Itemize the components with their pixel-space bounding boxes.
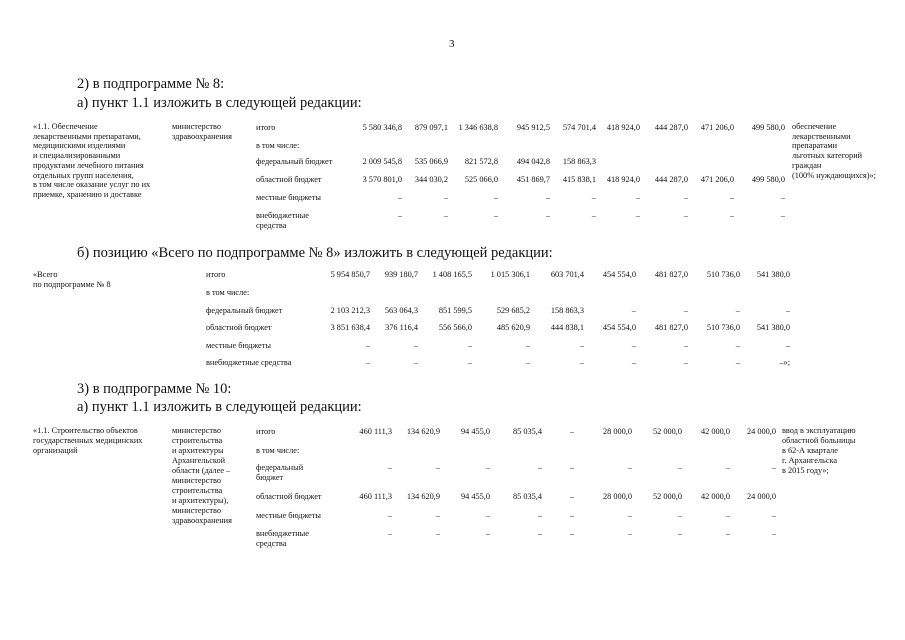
funding-value: 945 912,5 — [516, 123, 550, 132]
item-description: «1.1. Обеспечение — [33, 122, 98, 131]
funding-value: 541 380,0 — [756, 270, 790, 279]
funding-value: 556 566,0 — [438, 323, 472, 332]
funding-value: – — [631, 341, 636, 350]
funding-value: – — [591, 211, 596, 220]
funding-value: – — [545, 193, 550, 202]
funding-value: – — [493, 193, 498, 202]
item-description: отдельных групп населения, — [33, 170, 134, 180]
funding-value: 134 620,9 — [406, 427, 440, 436]
funding-value: 851 599,5 — [438, 306, 472, 315]
funding-value: – — [771, 529, 776, 538]
executor-name: и архитектуры), — [172, 496, 229, 505]
executor-name: министерство — [172, 122, 222, 131]
funding-value: 481 827,0 — [654, 270, 688, 279]
funding-source-label: в том числе: — [256, 141, 300, 150]
expected-result: обеспечение — [792, 122, 837, 131]
funding-source-label: в том числе: — [206, 288, 250, 297]
funding-value: – — [631, 358, 636, 367]
funding-value: – — [443, 193, 448, 202]
funding-source-label: федеральный бюджет — [256, 157, 333, 166]
funding-value: 85 035,4 — [512, 492, 542, 501]
funding-value: 510 736,0 — [706, 270, 740, 279]
funding-value: 821 572,8 — [464, 157, 498, 166]
item-description: организаций — [33, 446, 78, 455]
expected-result: лекарственными — [792, 131, 851, 141]
funding-value: – — [725, 529, 730, 538]
funding-value: – — [771, 511, 776, 520]
funding-value: – — [569, 463, 574, 472]
item-description: государственных медицинских — [33, 436, 143, 445]
funding-value: 5 580 346,8 — [362, 123, 402, 132]
expected-result: льготных категорий — [792, 151, 863, 161]
funding-value: 1 346 638,8 — [458, 123, 498, 132]
funding-value: 563 064,3 — [384, 306, 418, 315]
funding-value: 603 701,4 — [550, 270, 584, 279]
funding-value: – — [683, 341, 688, 350]
funding-value: – — [387, 463, 392, 472]
funding-value: 52 000,0 — [652, 492, 682, 501]
funding-value: – — [525, 358, 530, 367]
funding-value: – — [485, 463, 490, 472]
funding-value: 1 408 165,5 — [432, 270, 472, 279]
funding-value: – — [627, 529, 632, 538]
funding-value: 5 954 850,7 — [330, 270, 370, 279]
funding-value: 499 580,0 — [751, 123, 785, 132]
funding-value: – — [785, 341, 790, 350]
expected-result: препаратами — [792, 141, 838, 151]
funding-value: – — [387, 529, 392, 538]
funding-source-label: в том числе: — [256, 446, 300, 455]
section-subheading-item-1-1: а) пункт 1.1 изложить в следующей редакции: — [77, 95, 362, 111]
funding-source-label: местные бюджеты — [206, 341, 271, 350]
funding-value: – — [780, 193, 785, 202]
funding-value: 24 000,0 — [746, 427, 776, 436]
funding-value: 499 580,0 — [751, 175, 785, 184]
funding-value: – — [569, 427, 574, 436]
executor-name: министерство — [172, 426, 222, 435]
funding-value: 471 206,0 — [700, 123, 734, 132]
funding-value: 535 066,9 — [414, 157, 448, 166]
funding-value: – — [725, 511, 730, 520]
funding-value: – — [387, 511, 392, 520]
item-description: «1.1. Строительство объектов — [33, 426, 138, 435]
page-number: 3 — [449, 38, 455, 50]
funding-value: 24 000,0 — [746, 492, 776, 501]
executor-name: министерство — [172, 506, 222, 515]
funding-value: – — [683, 358, 688, 367]
funding-source-label: местные бюджеты — [256, 511, 321, 520]
expected-result: областной больницы — [782, 436, 856, 445]
item-description: лекарственными препаратами, — [33, 131, 141, 141]
funding-value: 529 685,2 — [496, 306, 530, 315]
funding-value: – — [591, 193, 596, 202]
funding-value: 2 103 212,3 — [330, 306, 370, 315]
funding-value: 418 924,0 — [606, 123, 640, 132]
funding-value: 451 869,7 — [516, 175, 550, 184]
funding-value: – — [485, 529, 490, 538]
funding-value: 376 116,4 — [385, 323, 418, 332]
funding-value: 2 009 545,8 — [362, 157, 402, 166]
funding-value: 471 206,0 — [700, 175, 734, 184]
funding-source-label: федеральный — [256, 463, 304, 472]
funding-source-label: областной бюджет — [256, 492, 322, 501]
executor-name: министерство — [172, 476, 222, 485]
executor-name: здравоохранения — [172, 131, 232, 141]
funding-value: – — [635, 211, 640, 220]
funding-value: – — [771, 463, 776, 472]
funding-value: – — [683, 306, 688, 315]
funding-value: – — [785, 306, 790, 315]
funding-value: – — [467, 358, 472, 367]
funding-value: – — [735, 358, 740, 367]
funding-source-label: федеральный бюджет — [206, 306, 283, 315]
funding-value: 85 035,4 — [512, 427, 542, 436]
funding-value: 28 000,0 — [602, 427, 632, 436]
funding-value: 158 863,3 — [562, 157, 596, 166]
funding-value: – — [537, 511, 542, 520]
funding-value: – — [677, 511, 682, 520]
funding-value: – — [413, 341, 418, 350]
funding-source-label: областной бюджет — [256, 175, 322, 184]
funding-value: 418 924,0 — [606, 175, 640, 184]
funding-source-label: итого — [256, 427, 276, 436]
funding-value: 454 554,0 — [602, 270, 636, 279]
funding-value: – — [631, 306, 636, 315]
funding-value: 3 851 638,4 — [330, 323, 370, 332]
funding-value: – — [435, 511, 440, 520]
funding-value: 460 111,3 — [359, 427, 392, 436]
funding-value: 134 620,9 — [406, 492, 440, 501]
item-description: по подпрограмме № 8 — [33, 280, 111, 289]
funding-value: 481 827,0 — [654, 323, 688, 332]
funding-value: – — [485, 511, 490, 520]
funding-value: 28 000,0 — [602, 492, 632, 501]
funding-value: – — [397, 193, 402, 202]
funding-value: – — [413, 358, 418, 367]
funding-value: 42 000,0 — [700, 492, 730, 501]
funding-value: – — [537, 463, 542, 472]
funding-value: – — [545, 211, 550, 220]
funding-value: –»; — [779, 358, 790, 367]
funding-value: – — [365, 341, 370, 350]
funding-value: 94 455,0 — [460, 492, 490, 501]
funding-value: – — [443, 211, 448, 220]
section-subheading-item-1-1-sub10: а) пункт 1.1 изложить в следующей редакции: — [77, 399, 362, 415]
funding-value: 444 287,0 — [654, 123, 688, 132]
executor-name: строительства — [172, 486, 223, 495]
executor-name: и архитектуры — [172, 446, 224, 455]
expected-result: г. Архангельска — [782, 456, 838, 465]
expected-result: (100% нуждающихся)»; — [792, 170, 876, 180]
funding-value: – — [729, 211, 734, 220]
funding-value: – — [729, 193, 734, 202]
funding-source-label: средства — [256, 539, 287, 548]
funding-value: 460 111,3 — [359, 492, 392, 501]
funding-value: – — [569, 529, 574, 538]
expected-result: в 62-А квартале — [782, 446, 838, 455]
funding-value: – — [725, 463, 730, 472]
funding-value: 158 863,3 — [550, 306, 584, 315]
funding-value: 879 097,1 — [414, 123, 448, 132]
funding-value: – — [635, 193, 640, 202]
funding-value: – — [780, 211, 785, 220]
funding-value: 454 554,0 — [602, 323, 636, 332]
funding-value: – — [397, 211, 402, 220]
funding-source-label: средства — [256, 221, 287, 230]
executor-name: области (далее – — [172, 466, 231, 475]
funding-value: 444 287,0 — [654, 175, 688, 184]
funding-value: 42 000,0 — [700, 427, 730, 436]
funding-source-label: итого — [206, 270, 226, 279]
section-heading-subprogram-10: 3) в подпрограмме № 10: — [77, 381, 232, 397]
funding-source-label: областной бюджет — [206, 323, 272, 332]
funding-source-label: итого — [256, 123, 276, 132]
funding-value: – — [537, 529, 542, 538]
funding-source-label: бюджет — [256, 473, 284, 482]
funding-value: – — [467, 341, 472, 350]
funding-value: – — [683, 193, 688, 202]
funding-value: – — [365, 358, 370, 367]
funding-source-label: местные бюджеты — [256, 193, 321, 202]
funding-value: – — [579, 358, 584, 367]
section-heading-total-subprogram-8: б) позицию «Всего по подпрограмме № 8» изложить в следующей редакции: — [77, 245, 553, 261]
funding-value: – — [579, 341, 584, 350]
funding-value: – — [683, 211, 688, 220]
funding-value: – — [627, 511, 632, 520]
expected-result: в 2015 году»; — [782, 466, 829, 475]
funding-value: – — [677, 463, 682, 472]
item-description: медицинскими изделиями — [33, 141, 126, 151]
funding-value: 1 015 306,1 — [490, 270, 530, 279]
executor-name: строительства — [172, 436, 223, 445]
funding-value: – — [435, 529, 440, 538]
funding-value: 574 701,4 — [562, 123, 596, 132]
funding-value: 510 736,0 — [706, 323, 740, 332]
executor-name: здравоохранения — [172, 516, 232, 525]
section-heading-subprogram-8: 2) в подпрограмме № 8: — [77, 76, 225, 92]
funding-value: – — [677, 529, 682, 538]
funding-value: – — [435, 463, 440, 472]
item-description: продуктами лечебного питания — [33, 160, 144, 170]
funding-value: 444 838,1 — [550, 323, 584, 332]
funding-value: – — [735, 306, 740, 315]
funding-value: – — [627, 463, 632, 472]
funding-value: 3 570 801,0 — [362, 175, 402, 184]
funding-value: 939 180,7 — [384, 270, 418, 279]
funding-source-label: внебюджетные средства — [206, 358, 292, 367]
item-description: и специализированными — [33, 151, 121, 161]
item-description: «Всего — [33, 270, 58, 279]
funding-value: 344 030,2 — [414, 175, 448, 184]
funding-source-label: внебюджетные — [256, 529, 309, 538]
funding-value: – — [569, 492, 574, 501]
funding-source-label: внебюджетные — [256, 211, 309, 220]
funding-value: 541 380,0 — [756, 323, 790, 332]
funding-value: 94 455,0 — [460, 427, 490, 436]
funding-value: – — [569, 511, 574, 520]
executor-name: Архангельской — [172, 456, 226, 465]
funding-value: – — [735, 341, 740, 350]
funding-value: 525 066,0 — [464, 175, 498, 184]
funding-value: 415 838,1 — [562, 175, 596, 184]
funding-value: 52 000,0 — [652, 427, 682, 436]
funding-value: – — [525, 341, 530, 350]
funding-value: 494 042,8 — [516, 157, 550, 166]
item-description: приемке, хранению и доставке — [33, 189, 142, 199]
funding-value: – — [493, 211, 498, 220]
expected-result: ввод в эксплуатацию — [782, 426, 856, 435]
funding-value: 485 620,9 — [496, 323, 530, 332]
item-description: в том числе оказание услуг по их — [33, 180, 151, 190]
expected-result: граждан — [792, 160, 822, 170]
